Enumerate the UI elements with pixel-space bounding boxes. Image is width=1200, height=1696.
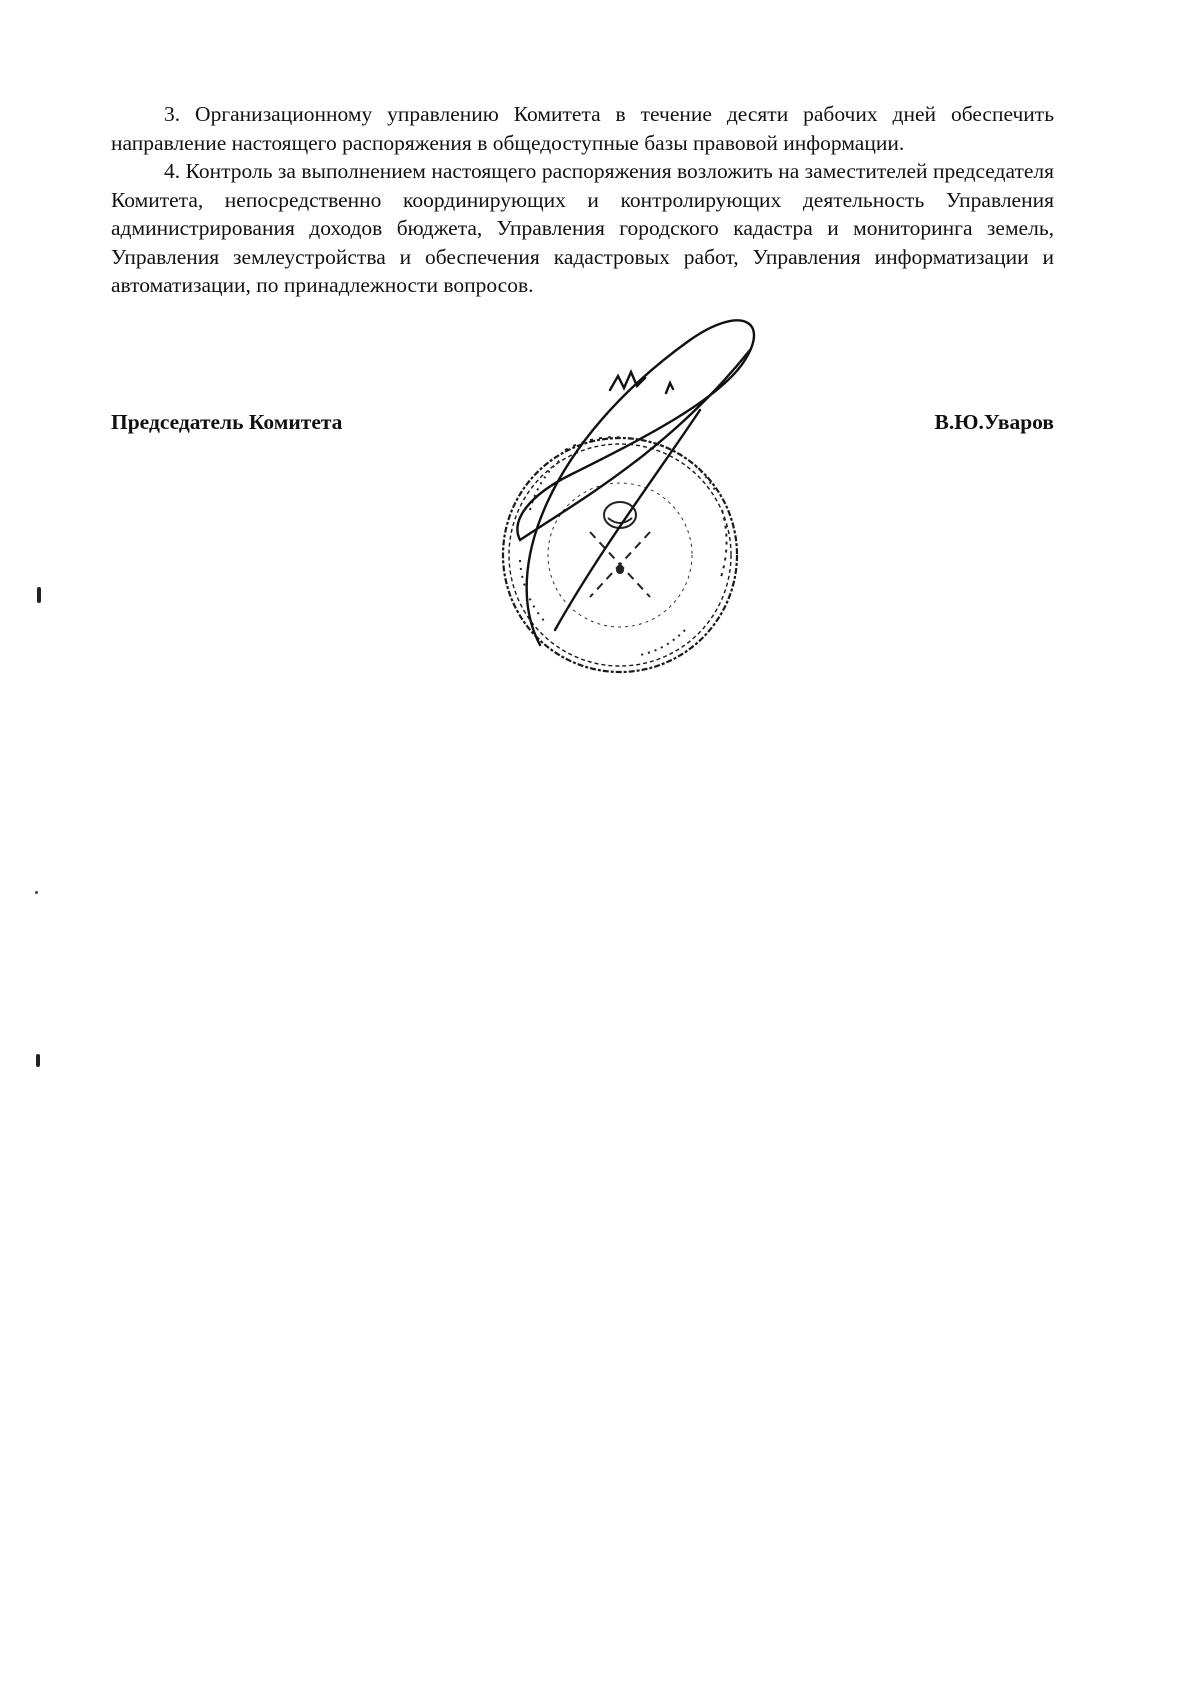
paragraph-4: 4. Контроль за выполнением настоящего распоряжения возложить на заместителей председателя Комитета, непосредственно координирующих и контролирующих деятельность Управления администрирования доходов бюджета, Управления городского кадастра и мониторинга земель, Управления землеустройства и обеспечения кадастровых работ, Управления информатизации и автоматизации, по принадлежности вопросов. <box>111 159 1054 297</box>
seal-with-signature-icon <box>490 310 830 680</box>
signatory-title: Председатель Комитета <box>111 410 343 434</box>
signatory-name: В.Ю.Уваров <box>934 410 1054 434</box>
document-body <box>111 100 1054 300</box>
scan-mark-3 <box>36 1054 40 1067</box>
scan-mark-2 <box>35 891 38 894</box>
paragraph-3: 3. Организационному управлению Комитета в течение десяти рабочих дней обеспечить направление настоящего распоряжения в общедоступные базы правовой информации. <box>111 102 1054 155</box>
scan-mark-1 <box>37 587 41 603</box>
